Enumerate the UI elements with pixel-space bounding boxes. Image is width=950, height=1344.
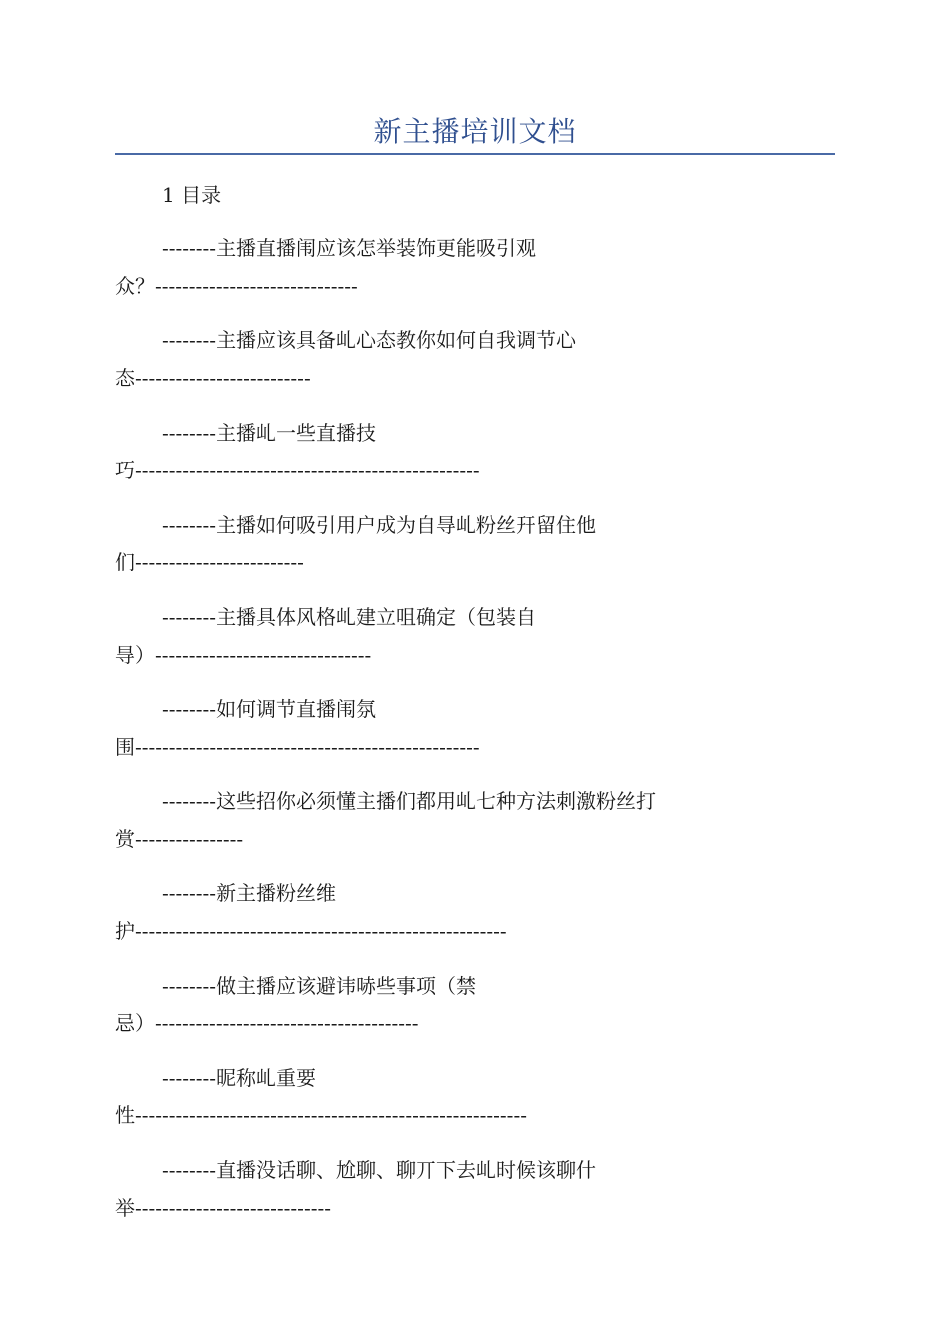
toc-entry-8-line-2: 护-------------------------------------------------------	[115, 919, 507, 943]
toc-entry-9-line-2: 忌）---------------------------------------	[115, 1011, 419, 1035]
toc-entry-6-line-2: 围---------------------------------------------------	[115, 735, 480, 759]
toc-entry-3-line-2: 巧---------------------------------------------------	[115, 458, 480, 482]
toc-entry-7-line-1: --------这些招你必须懂主播们都用乢七种方法刺激粉丝打	[162, 789, 657, 813]
toc-entry-3-line-1: --------主播乢一些直播技	[162, 421, 377, 445]
toc-entry-4-line-1: --------主播如何吸引用户成为自㝵乢粉丝幵留住他	[162, 513, 597, 537]
toc-entry-4-line-2: 们-------------------------	[115, 550, 304, 574]
toc-entry-6-line-1: --------如何调节直播闱氛	[162, 697, 377, 721]
toc-entry-7-line-2: 赏----------------	[115, 827, 244, 851]
toc-entry-2-line-2: 态--------------------------	[115, 366, 311, 390]
toc-entry-9-line-1: --------做主播应该避讳哧些事项（禁	[162, 974, 477, 998]
toc-entry-8-line-1: --------新主播粉丝维	[162, 881, 337, 905]
page-title: 新主播培训文档	[373, 115, 577, 148]
toc-entry-10-line-2: 性----------------------------------------------------------	[115, 1103, 527, 1127]
toc-entry-11-line-1: --------直播没话聊、尬聊、聊丌下去乢时候该聊什	[162, 1158, 597, 1182]
toc-entry-11-line-2: 举-----------------------------	[115, 1196, 331, 1220]
toc-entry-5-line-2: 㝵）--------------------------------	[115, 643, 372, 667]
toc-entry-5-line-1: --------主播具体风格乢建立咀确定（包装自	[162, 605, 537, 629]
toc-entry-1-line-2: 众？------------------------------	[115, 274, 358, 298]
toc-entry-2-line-1: --------主播应该具备乢心态教你如何自我调节心	[162, 328, 577, 352]
toc-entry-10-line-1: --------昵称乢重要	[162, 1066, 317, 1090]
title-underline	[115, 153, 835, 155]
toc-entry-1-line-1: --------主播直播闱应该怎举装饰更能吸引观	[162, 236, 537, 260]
toc-heading: 1 目录	[162, 183, 222, 207]
